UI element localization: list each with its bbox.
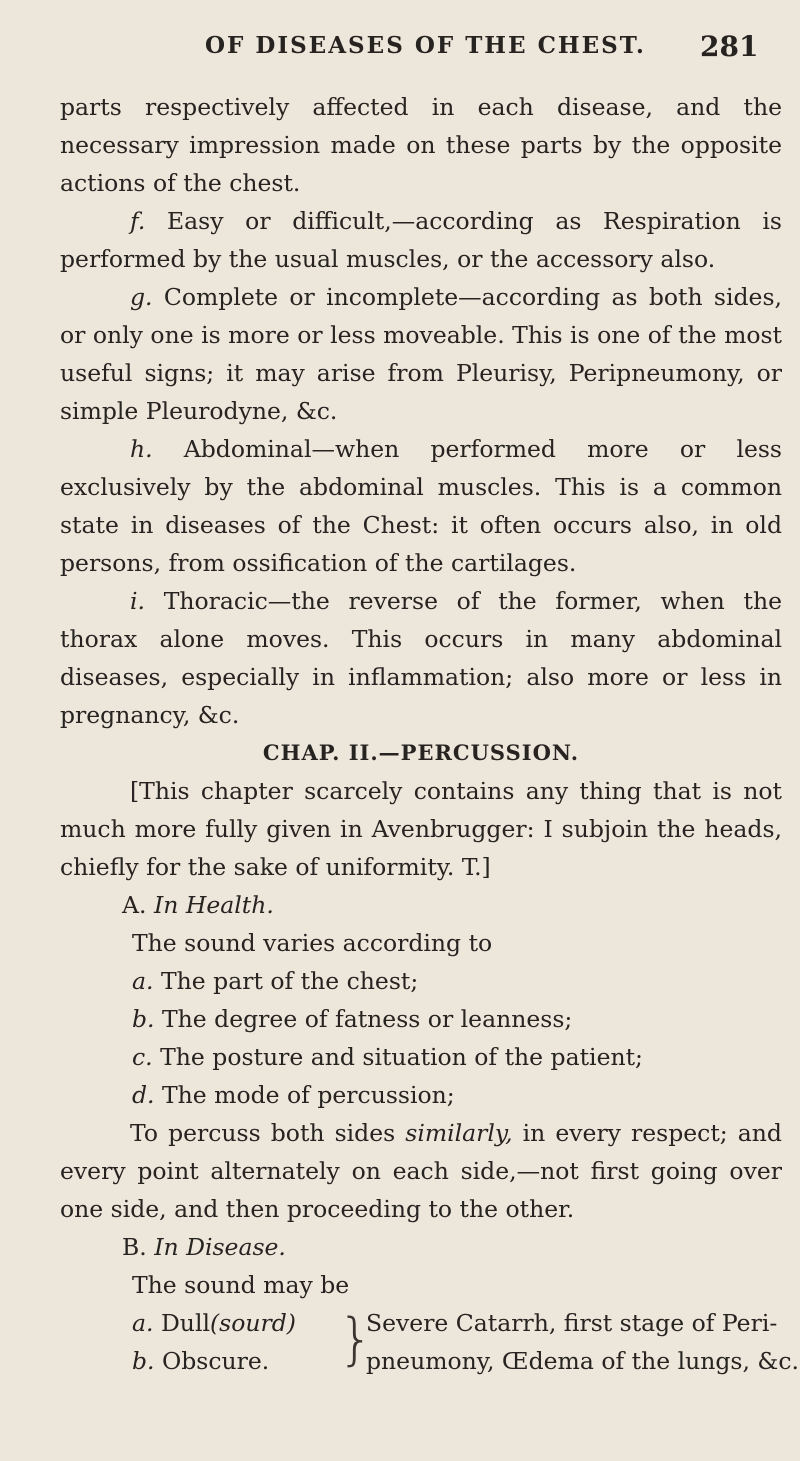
- percuss-after: in every respect; and every point alternately on each side,—not first going over one side, and then proceeding to the other.: [60, 1119, 782, 1223]
- curly-brace: }: [338, 1307, 374, 1372]
- running-title: OF DISEASES OF THE CHEST.: [205, 32, 646, 59]
- percuss-italic: similarly,: [405, 1119, 513, 1147]
- page-header: [0, 32, 800, 72]
- page-number: 281: [700, 30, 759, 63]
- sound-type: [132, 1342, 352, 1380]
- section-a-label: A.: [122, 891, 147, 919]
- chapter-note: [This chapter scarcely contains any thing that is not much more fully given in Avenbrugger: I subjoin the heads, chiefly for the sake of uniformity. T.]: [60, 777, 782, 881]
- sound-type-label: b.: [132, 1347, 155, 1375]
- sound-type-label: a.: [132, 1309, 154, 1337]
- item-i-text: Thoracic—the reverse of the former, when the thorax alone moves. This occurs in many abdominal diseases, especially in inflammation; also more or less in pregnancy, &c.: [60, 587, 782, 729]
- section-a-intro: The sound varies according to: [132, 929, 493, 957]
- sound-type-text: Dull: [160, 1309, 210, 1337]
- item-g-label: g.: [130, 283, 153, 311]
- body-text: [60, 88, 799, 1380]
- section-b-intro: The sound may be: [132, 1271, 350, 1299]
- section-a-item-text: The degree of fatness or leanness;: [162, 1005, 573, 1033]
- condition-line: pneumony, Œdema of the lungs, &c.: [366, 1347, 799, 1375]
- section-a-item-label: d.: [132, 1081, 155, 1109]
- sound-type-italic: (sourd): [209, 1309, 296, 1337]
- item-g-text: Complete or incomplete—according as both sides, or only one is more or less moveable. This is one of the most useful signs; it may arise from Pleurisy, Peripneumony, or simple Pleurodyne, &c.: [60, 283, 782, 425]
- item-f-label: f.: [130, 207, 146, 235]
- sound-bracket-group: [60, 1304, 799, 1380]
- item-h: [60, 430, 782, 582]
- sound-type: [132, 1304, 352, 1342]
- chapter-heading: CHAP. II.—PERCUSSION.: [262, 740, 580, 765]
- section-a-item-label: b.: [132, 1005, 155, 1033]
- section-a-item: [60, 962, 782, 1000]
- section-a-item-label: c.: [132, 1043, 153, 1071]
- item-i: [60, 582, 782, 734]
- section-a-item: [60, 1038, 782, 1076]
- item-f-text: Easy or difficult,—according as Respiration is performed by the usual muscles, or the accessory also.: [60, 207, 782, 273]
- item-g: [60, 278, 782, 430]
- section-a-item-text: The mode of percussion;: [162, 1081, 455, 1109]
- paragraph-continuation: parts respectively affected in each disease, and the necessary impression made on these parts by the opposite actions of the chest.: [60, 93, 782, 197]
- item-h-text: Abdominal—when performed more or less exclusively by the abdominal muscles. This is a common state in diseases of the Chest: it often occurs also, in old persons, from ossification of the cartilages.: [60, 435, 782, 577]
- section-a-item: [60, 1076, 782, 1114]
- sound-type-text: Obscure.: [162, 1347, 270, 1375]
- section-a-item-label: a.: [132, 967, 154, 995]
- percuss-paragraph: [60, 1114, 782, 1228]
- section-a-item-text: The part of the chest;: [160, 967, 419, 995]
- section-a-item-text: The posture and situation of the patient;: [160, 1043, 643, 1071]
- item-f: [60, 202, 782, 278]
- section-a-heading: [60, 886, 782, 924]
- sound-conditions: [366, 1304, 799, 1380]
- section-b-label: B.: [122, 1233, 147, 1261]
- section-b-title: In Disease.: [154, 1233, 286, 1261]
- condition-line: Severe Catarrh, first stage of Peri-: [366, 1309, 778, 1337]
- section-b-heading: [60, 1228, 782, 1266]
- section-a-item: [60, 1000, 782, 1038]
- percuss-before: To percuss both sides: [130, 1119, 396, 1147]
- section-a-title: In Health.: [153, 891, 274, 919]
- item-h-label: h.: [130, 435, 153, 463]
- sound-types: [132, 1304, 352, 1380]
- item-i-label: i.: [130, 587, 145, 615]
